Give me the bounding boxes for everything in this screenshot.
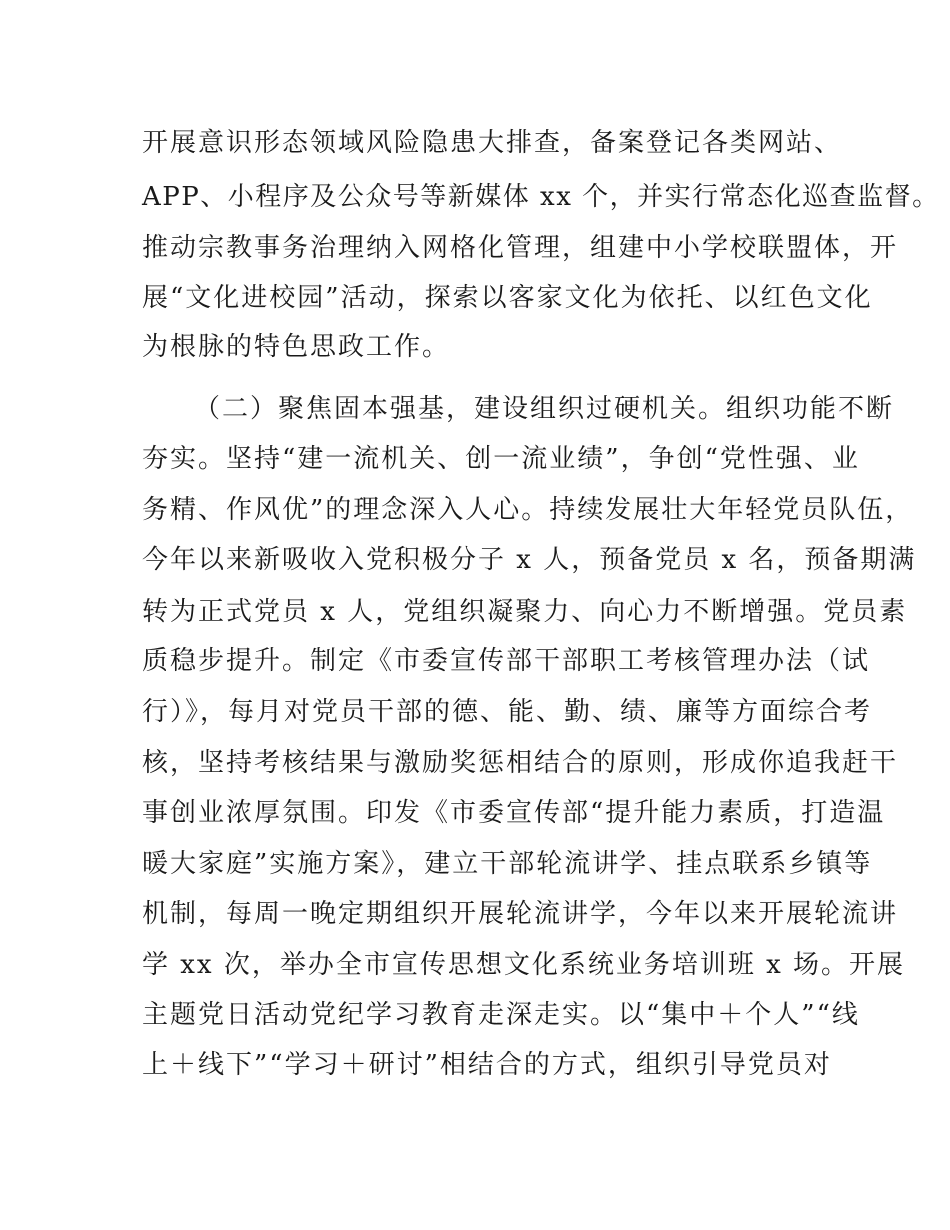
text-line-4: 展“文化进校园”活动，探索以客家文化为依托、以红色文化 — [142, 283, 873, 313]
text-line-19: 上＋线下”“学习＋研讨”相结合的方式，组织引导党员对 — [142, 1050, 832, 1080]
text-line-7: 夯实。坚持“建一流机关、创一流业绩”，争创“党性强、业 — [142, 444, 860, 474]
text-line-10: 转为正式党员 x 人，党组织凝聚力、向心力不断增强。党员素 — [142, 597, 908, 627]
text-line-5: 为根脉的特色思政工作。 — [142, 332, 451, 362]
text-line-12: 行）》，每月对党员干部的德、能、勤、绩、廉等方面综合考 — [142, 697, 873, 727]
text-line-11: 质稳步提升。制定《市委宣传部干部职工考核管理办法（试 — [142, 646, 871, 676]
text-line-17: 学 xx 次，举办全市宣传思想文化系统业务培训班 x 场。开展 — [142, 950, 906, 980]
section-heading-line: （二）聚焦固本强基，建设组织过硬机关。组织功能不断 — [194, 394, 895, 424]
text-line-9: 今年以来新吸收入党积极分子 x 人，预备党员 x 名，预备期满 — [142, 545, 917, 575]
text-line-1: 开展意识形态领域风险隐患大排查，备案登记各类网站、 — [142, 128, 843, 158]
text-line-8: 务精、作风优”的理念深入人心。持续发展壮大年轻党员队伍， — [142, 495, 914, 525]
text-line-13: 核，坚持考核结果与激励奖惩相结合的原则，形成你追我赶干 — [142, 748, 899, 778]
text-line-18: 主题党日活动党纪学习教育走深走实。以“集中＋个人”“线 — [142, 1000, 860, 1030]
text-line-15: 暖大家庭”实施方案》，建立干部轮流讲学、挂点联系乡镇等 — [142, 849, 873, 879]
text-line-2: APP、小程序及公众号等新媒体 xx 个，并实行常态化巡查监督。 — [142, 182, 940, 212]
text-line-14: 事创业浓厚氛围。印发《市委宣传部“提升能力素质，打造温 — [142, 798, 886, 828]
text-line-16: 机制，每周一晚定期组织开展轮流讲学，今年以来开展轮流讲 — [142, 899, 899, 929]
text-line-3: 推动宗教事务治理纳入网格化管理，组建中小学校联盟体，开 — [142, 233, 899, 263]
